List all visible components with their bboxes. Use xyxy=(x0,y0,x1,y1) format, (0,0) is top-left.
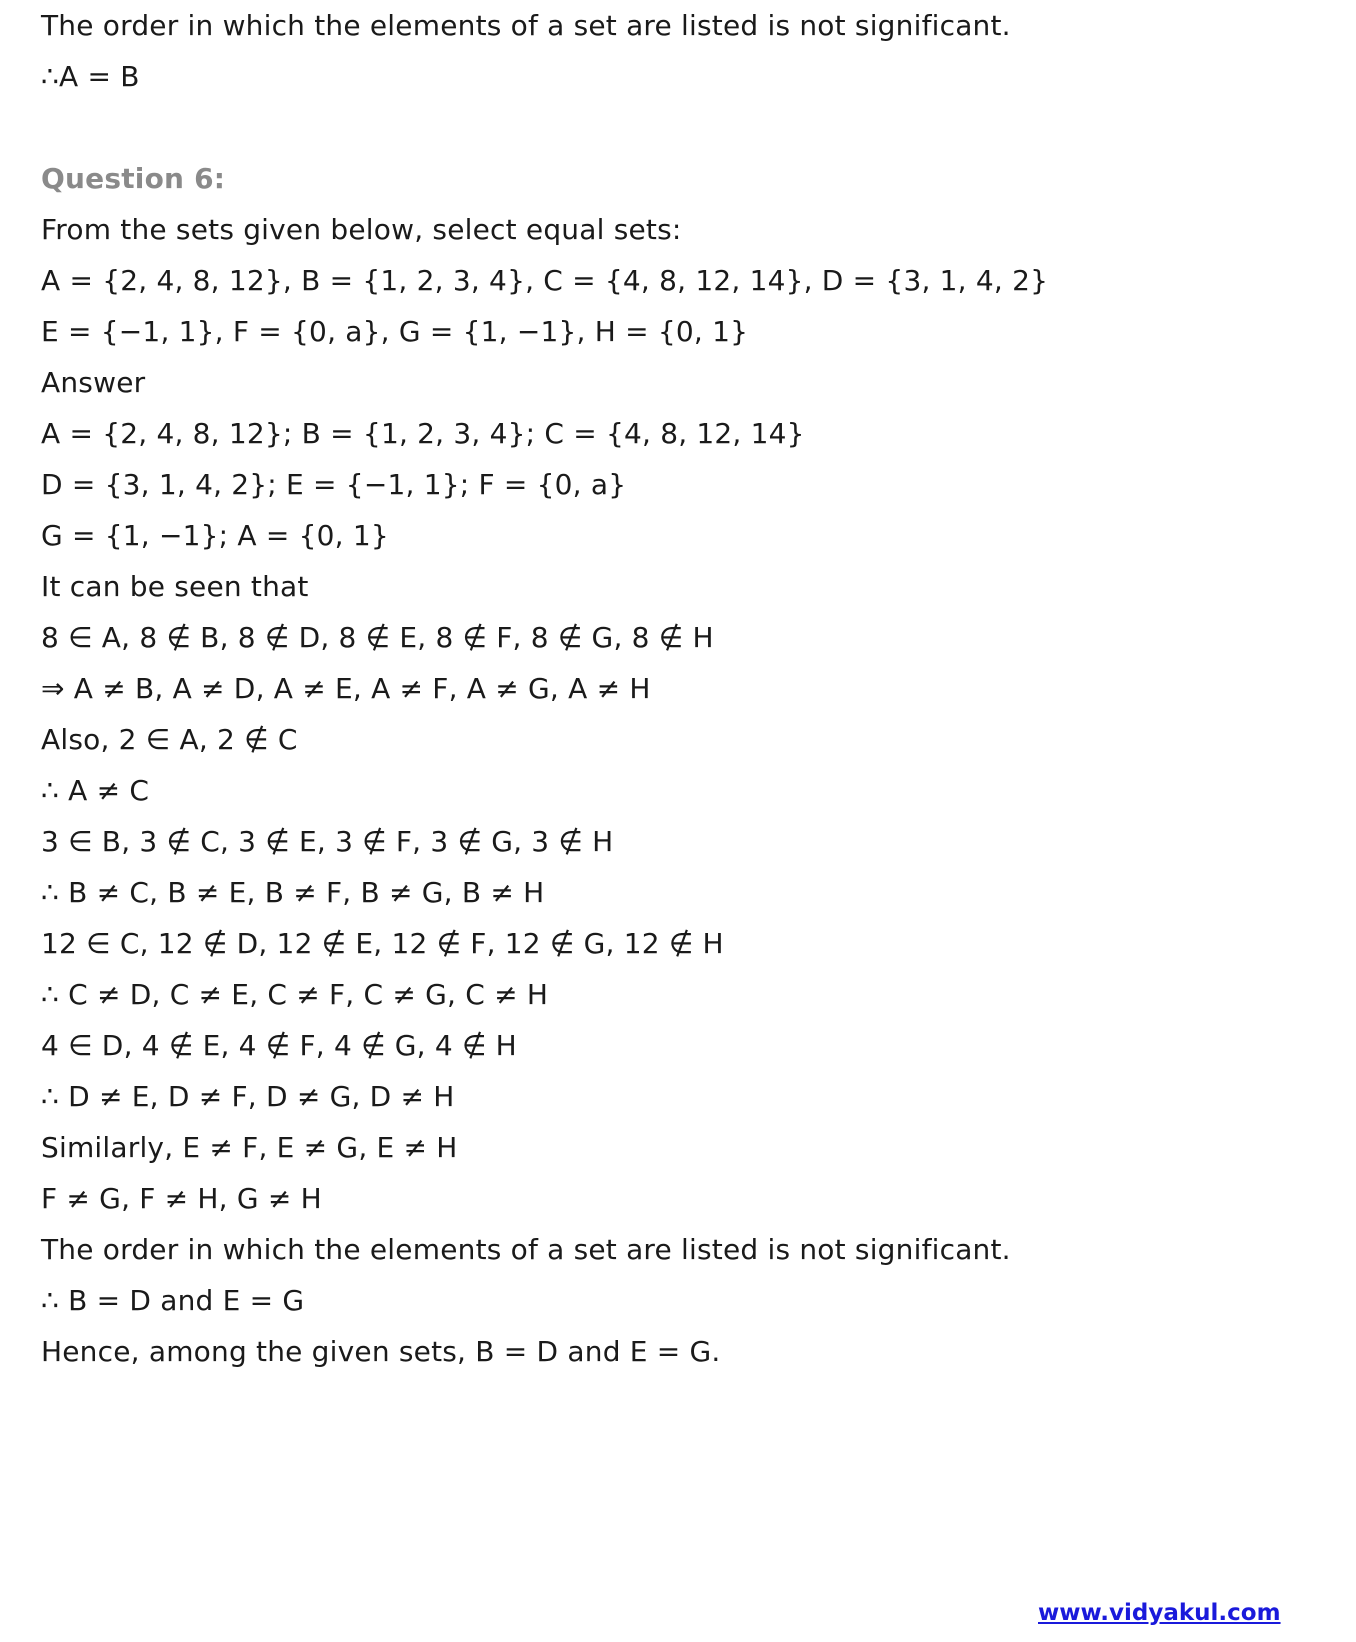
spacer xyxy=(41,102,1321,153)
answer-line: D = {3, 1, 4, 2}; E = {−1, 1}; F = {0, a} xyxy=(41,468,627,501)
question-sets-line: A = {2, 4, 8, 12}, B = {1, 2, 3, 4}, C = {4, 8, 12, 14}, D = {3, 1, 4, 2} xyxy=(41,264,1049,297)
answer-line: ∴ B ≠ C, B ≠ E, B ≠ F, B ≠ G, B ≠ H xyxy=(41,876,545,909)
answer-line: A = {2, 4, 8, 12}; B = {1, 2, 3, 4}; C = {4, 8, 12, 14} xyxy=(41,417,805,450)
answer-line: The order in which the elements of a set are listed is not significant. xyxy=(41,1233,1011,1266)
answer-line: Hence, among the given sets, B = D and E = G. xyxy=(41,1335,721,1368)
answer-line: Also, 2 ∈ A, 2 ∉ C xyxy=(41,723,298,756)
text-line: ∴A = B xyxy=(41,60,140,93)
answer-line: ∴ A ≠ C xyxy=(41,774,150,807)
answer-line: 3 ∈ B, 3 ∉ C, 3 ∉ E, 3 ∉ F, 3 ∉ G, 3 ∉ H xyxy=(41,825,614,858)
answer-line: 12 ∈ C, 12 ∉ D, 12 ∉ E, 12 ∉ F, 12 ∉ G, 12 ∉ H xyxy=(41,927,724,960)
question-heading: Question 6: xyxy=(41,162,226,195)
answer-line: 4 ∈ D, 4 ∉ E, 4 ∉ F, 4 ∉ G, 4 ∉ H xyxy=(41,1029,517,1062)
answer-line: G = {1, −1}; A = {0, 1} xyxy=(41,519,389,552)
text-line: The order in which the elements of a set are listed is not significant. xyxy=(41,9,1011,42)
website-link[interactable]: www.vidyakul.com xyxy=(1038,1600,1281,1626)
answer-line: F ≠ G, F ≠ H, G ≠ H xyxy=(41,1182,322,1215)
answer-label: Answer xyxy=(41,366,146,399)
answer-line: ∴ B = D and E = G xyxy=(41,1284,305,1317)
answer-line: 8 ∈ A, 8 ∉ B, 8 ∉ D, 8 ∉ E, 8 ∉ F, 8 ∉ G, 8 ∉ H xyxy=(41,621,714,654)
answer-line: It can be seen that xyxy=(41,570,309,603)
answer-line: ∴ C ≠ D, C ≠ E, C ≠ F, C ≠ G, C ≠ H xyxy=(41,978,549,1011)
question-sets-line: E = {−1, 1}, F = {0, a}, G = {1, −1}, H = {0, 1} xyxy=(41,315,749,348)
question-prompt: From the sets given below, select equal sets: xyxy=(41,213,682,246)
answer-line: Similarly, E ≠ F, E ≠ G, E ≠ H xyxy=(41,1131,458,1164)
answer-line: ∴ D ≠ E, D ≠ F, D ≠ G, D ≠ H xyxy=(41,1080,455,1113)
answer-line: ⇒ A ≠ B, A ≠ D, A ≠ E, A ≠ F, A ≠ G, A ≠ H xyxy=(41,672,651,705)
document-body xyxy=(41,0,1321,1377)
